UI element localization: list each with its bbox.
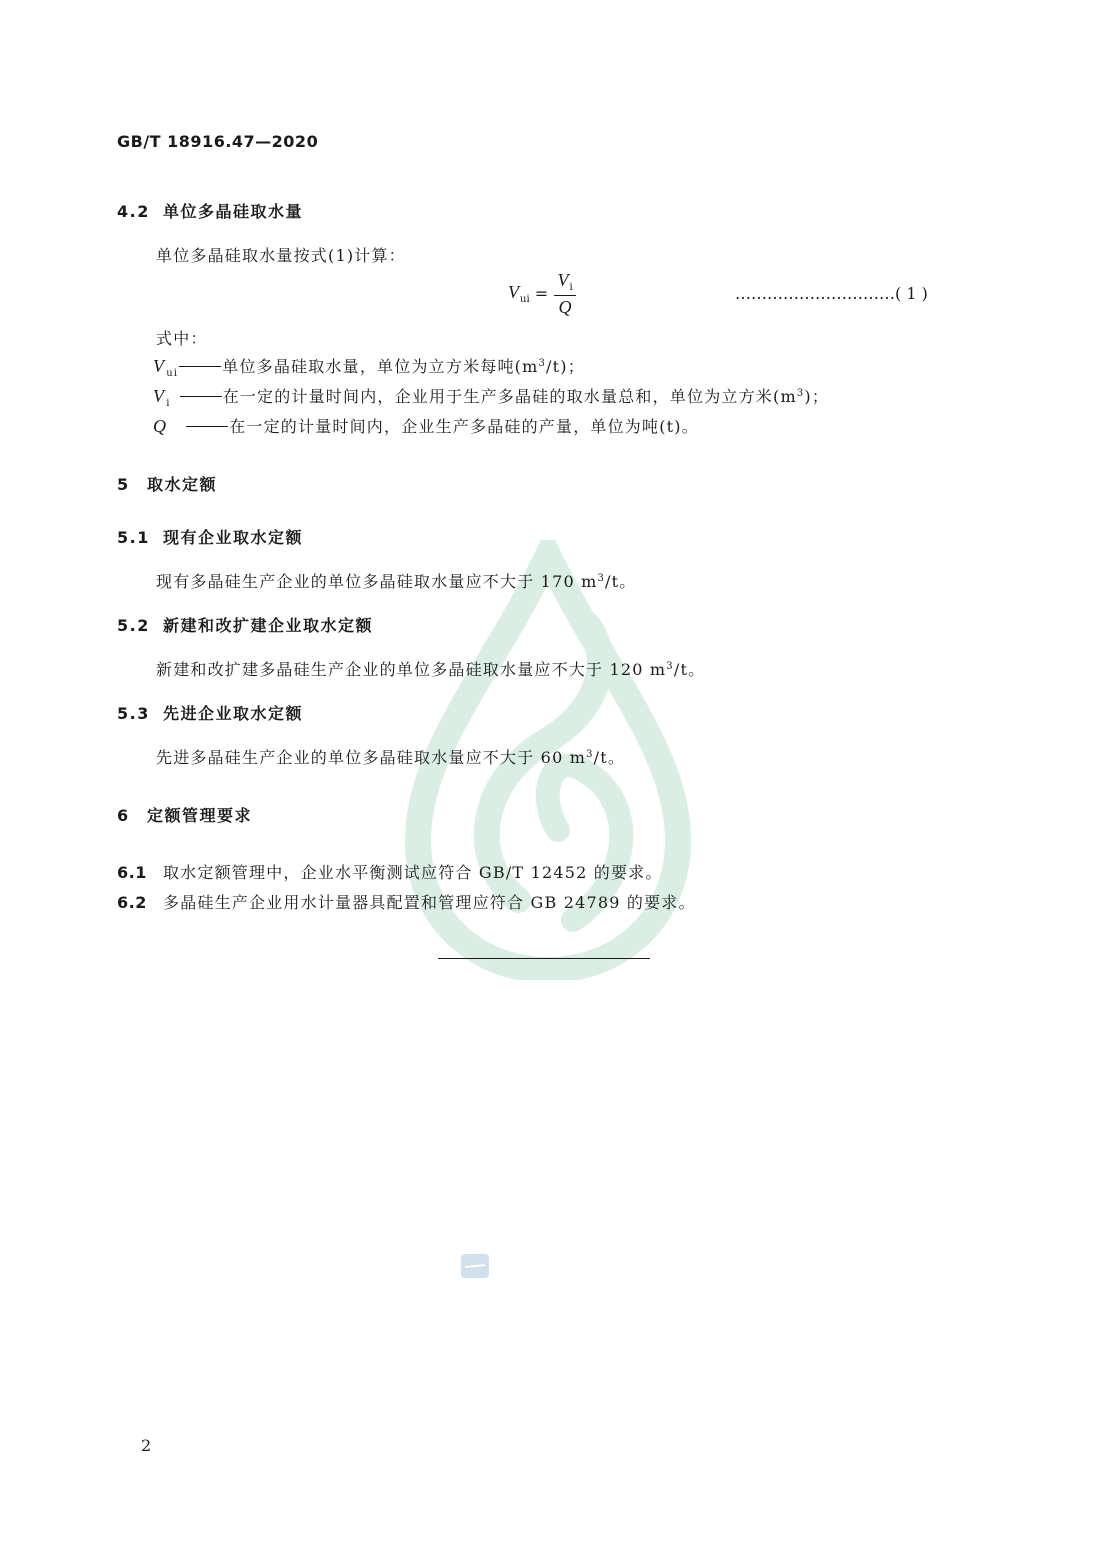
end-rule [438, 958, 650, 959]
formula [508, 270, 576, 317]
formula-number [735, 284, 928, 303]
superscript: 3 [586, 749, 594, 760]
em-dash [179, 366, 221, 367]
section-heading-4-2 [117, 199, 303, 222]
section-heading-5-2 [117, 613, 373, 636]
section-number: 5.1 [117, 528, 150, 547]
page-number: 2 [141, 1436, 153, 1455]
section-title: 现有企业取水定额 [163, 528, 304, 547]
section-number: 5.3 [117, 704, 150, 723]
formula-numerator: V [557, 270, 569, 290]
variable-subscript: ui [166, 368, 179, 379]
formula-denominator: Q [558, 297, 572, 317]
formula-fraction [554, 270, 575, 317]
formula-lhs-sub: ui [520, 294, 530, 305]
clause-6-2 [117, 890, 696, 913]
clause-text: 取水定额管理中，企业水平衡测试应符合 GB/T 12452 的要求。 [163, 863, 663, 882]
paragraph [156, 569, 636, 592]
paragraph [156, 745, 625, 768]
section-title: 取水定额 [147, 475, 218, 494]
where-label: 式中： [156, 329, 208, 348]
section-heading-6 [117, 803, 252, 826]
section-heading-5 [117, 472, 217, 495]
paragraph-text: 新建和改扩建多晶硅生产企业的单位多晶硅取水量应不大于 120 m [156, 660, 667, 679]
variable-definition [153, 384, 829, 407]
variable-description: 在一定的计量时间内，企业用于生产多晶硅的取水量总和，单位为立方米(m [222, 387, 797, 406]
formula-lhs: V [508, 282, 519, 302]
section-number: 6 [117, 806, 130, 825]
variable-symbol: Q [153, 416, 168, 436]
clause-number: 6.1 [117, 863, 147, 882]
section-heading-5-3 [117, 701, 303, 724]
formula-equals: = [534, 284, 550, 303]
superscript: 3 [597, 573, 606, 584]
paragraph-text: 现有多晶硅生产企业的单位多晶硅取水量应不大于 170 m [156, 572, 598, 591]
section-heading-5-1 [117, 525, 303, 548]
superscript: 3 [538, 358, 547, 369]
clause-number: 6.2 [117, 893, 147, 912]
szdc-stamp-icon [460, 1253, 490, 1279]
paragraph-tail: /t。 [605, 572, 637, 591]
em-dash [180, 396, 222, 397]
variable-definition [153, 354, 585, 377]
paragraph [156, 657, 705, 680]
section-title: 定额管理要求 [147, 806, 253, 825]
section-number: 5 [117, 475, 130, 494]
formula-leader: ………………………… [735, 284, 895, 303]
formula-intro: 单位多晶硅取水量按式(1)计算： [156, 246, 406, 265]
formula-numerator-sub: i [569, 282, 573, 293]
paragraph-text: 先进多晶硅生产企业的单位多晶硅取水量应不大于 60 m [156, 748, 587, 767]
variable-subscript: i [166, 398, 171, 409]
variable-tail: )； [804, 387, 830, 406]
variable-description: 单位多晶硅取水量，单位为立方米每吨(m [222, 357, 539, 376]
variable-symbol: V [153, 356, 166, 376]
variable-definition [153, 414, 699, 437]
section-number: 5.2 [117, 616, 150, 635]
section-title: 新建和改扩建企业取水定额 [163, 616, 374, 635]
section-title: 单位多晶硅取水量 [163, 202, 304, 221]
variable-tail: /t)； [546, 357, 585, 376]
superscript: 3 [666, 661, 674, 672]
em-dash [186, 426, 228, 427]
paragraph-tail: /t。 [593, 748, 626, 767]
variable-description: 在一定的计量时间内，企业生产多晶硅的产量，单位为吨(t)。 [229, 417, 699, 436]
formula-no: ( 1 ) [895, 284, 928, 303]
paragraph-tail: /t。 [673, 660, 706, 679]
section-title: 先进企业取水定额 [163, 704, 304, 723]
clause-text: 多晶硅生产企业用水计量器具配置和管理应符合 GB 24789 的要求。 [163, 893, 696, 912]
section-number: 4.2 [117, 202, 150, 221]
standard-number: GB/T 18916.47—2020 [117, 132, 319, 151]
variable-symbol: V [153, 386, 166, 406]
clause-6-1 [117, 860, 663, 883]
superscript: 3 [796, 388, 805, 399]
